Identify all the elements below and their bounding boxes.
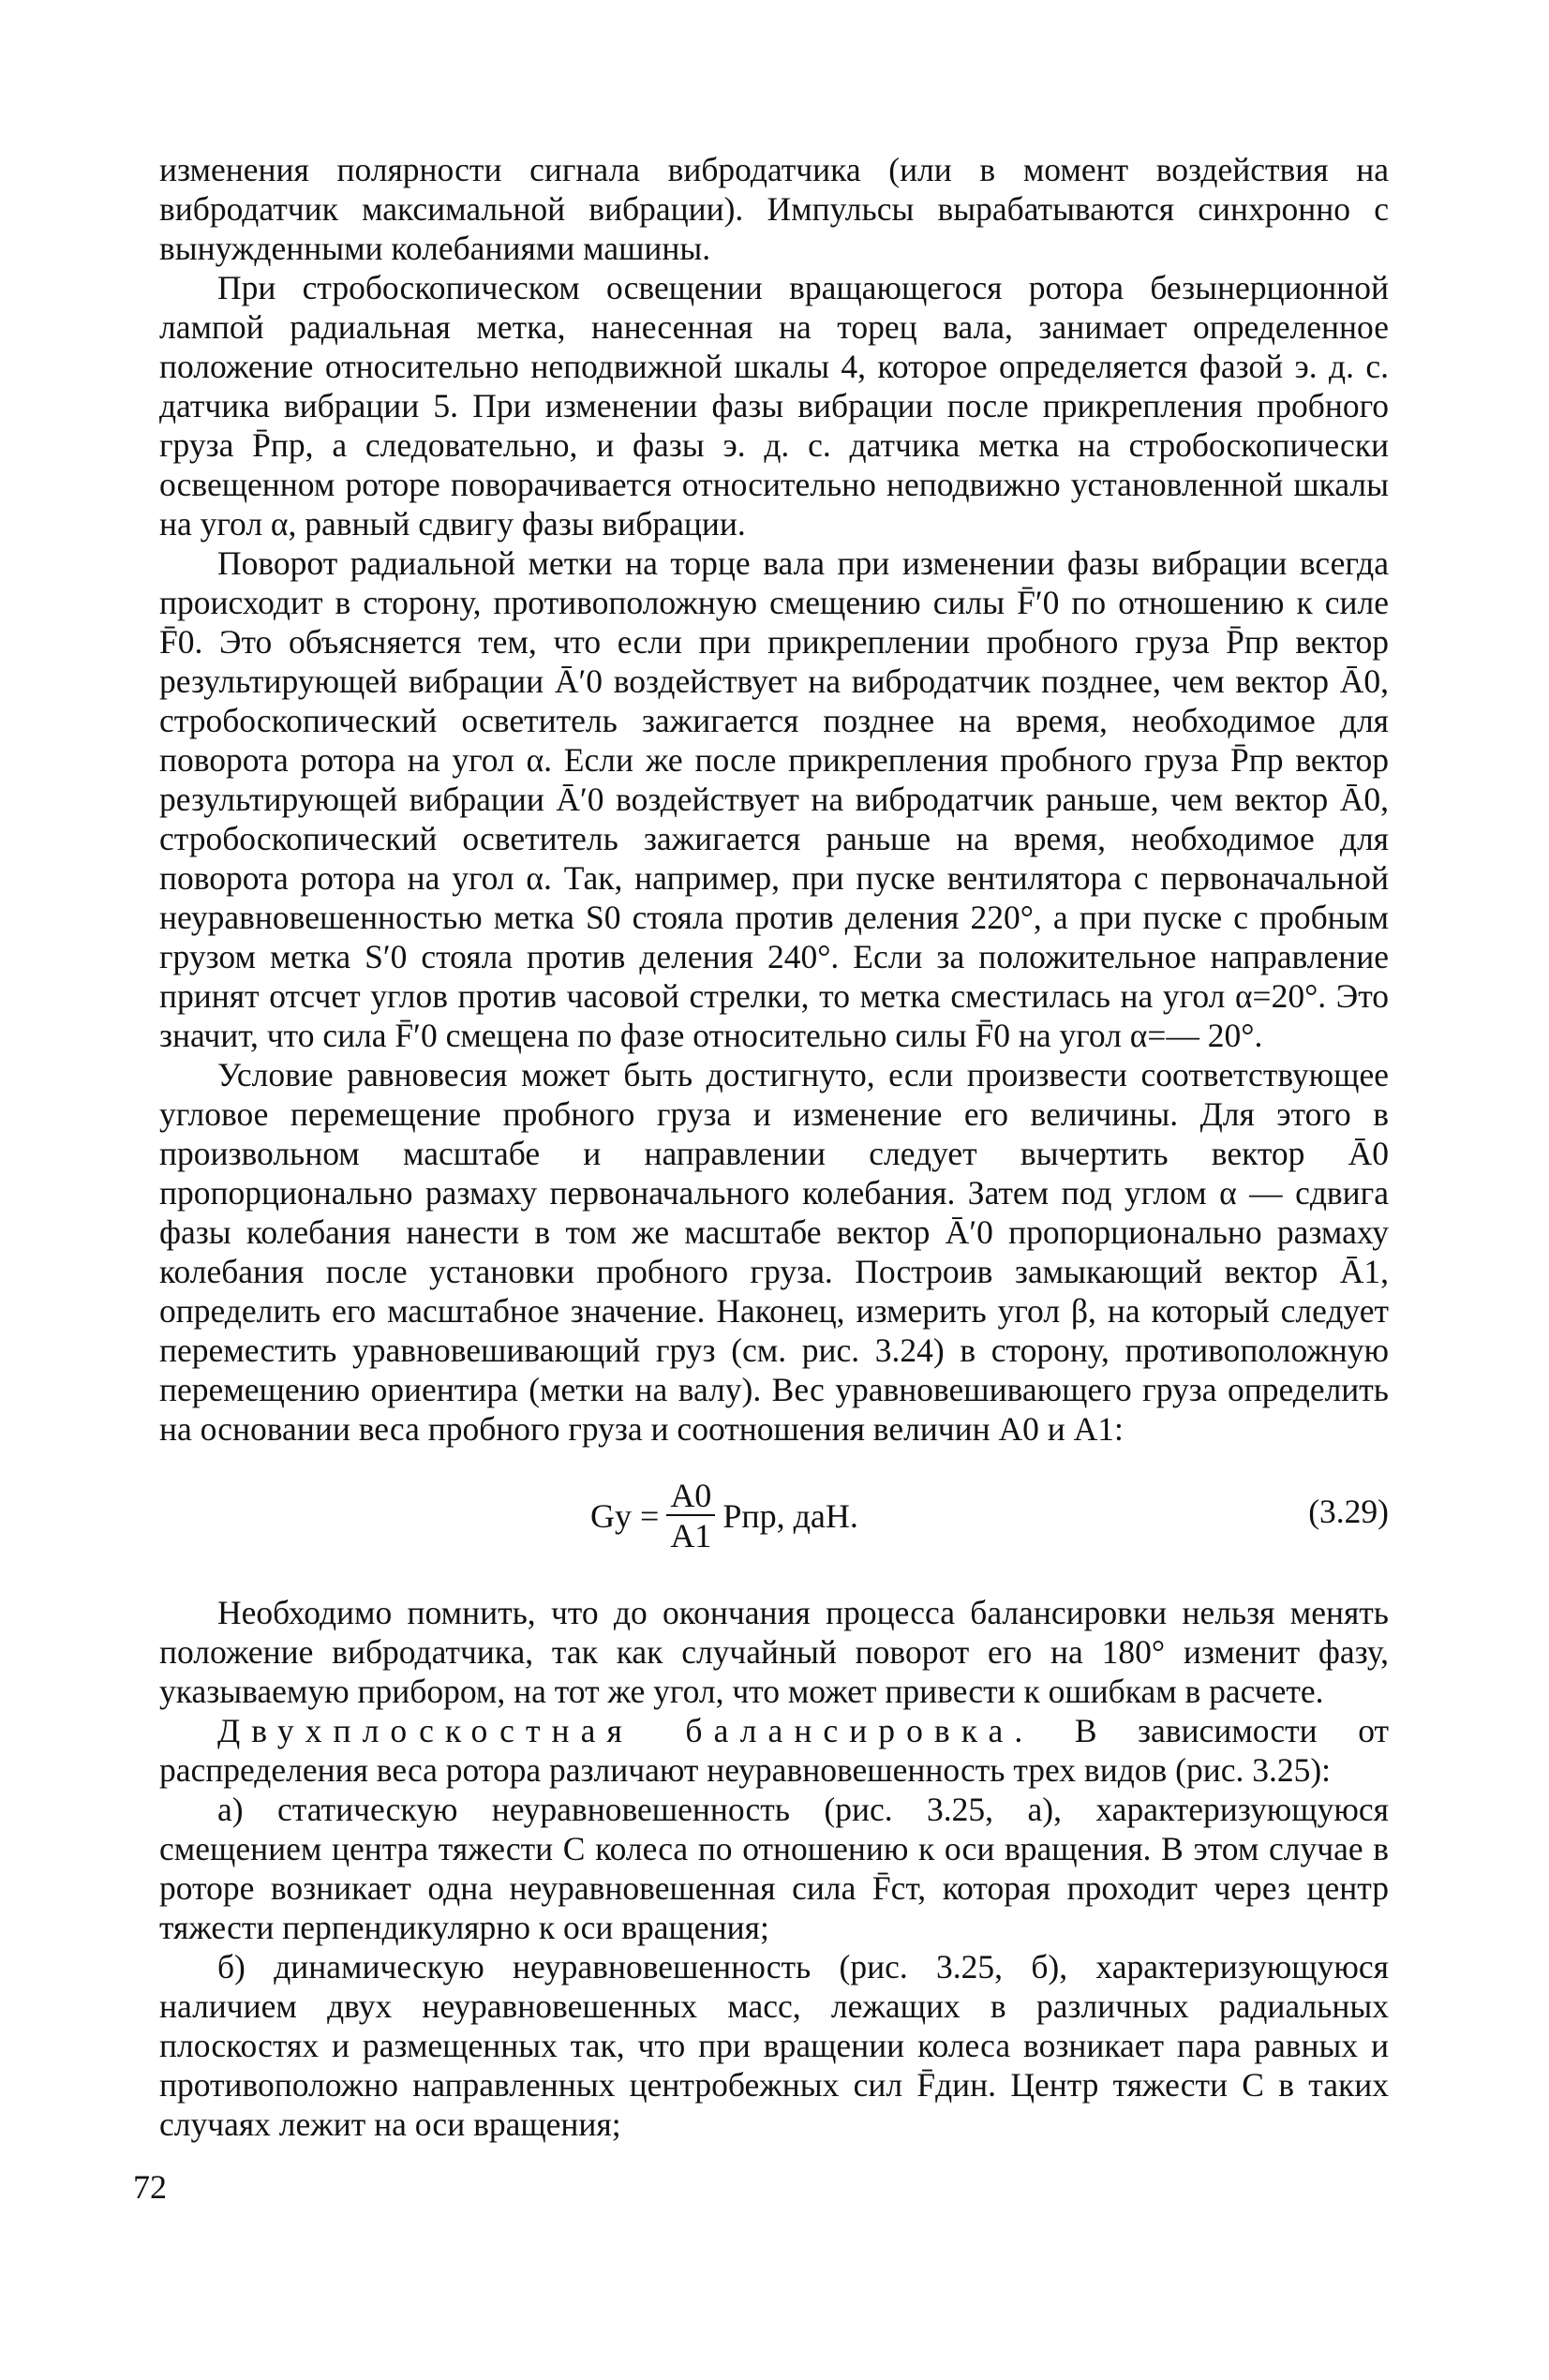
paragraph-6 (159, 1711, 1389, 1790)
page-body (159, 150, 1389, 2144)
formula-3-29 (159, 1458, 1389, 1570)
equation-number: (3.29) (1308, 1493, 1389, 1530)
section-heading: Двухплоскостная балансировка. (217, 1712, 1035, 1749)
formula-lhs: Gу = (590, 1497, 660, 1535)
page-number: 72 (133, 2168, 167, 2206)
paragraph-4: Условие равновесия может быть достигнуто, если произвести соответствующее угловое перемещение пробного груза и изменение его величины. Для этого в произвольном масштабе и направлении следует вычертить вектор Ā0 пропорционально размаху первоначального колебания. Затем под углом α — сдвига фазы колебания нанести в том же масштабе вектор Ā′0 пропорционально размаху колебания после установки пробного груза. Построив замыкающий вектор Ā1, определить его масштабное значение. Наконец, измерить угол β, на который следует переместить уравновешивающий груз (см. рис. 3.24) в сторону, противоположную перемещению ориентира (метки на валу). Вес уравновешивающего груза определить на основании веса пробного груза и соотношения величин A0 и A1: (159, 1056, 1389, 1448)
paragraph-2: При стробоскопическом освещении вращающегося ротора безынерционной лампой радиальная метка, нанесенная на торец вала, занимает определенное положение относительно неподвижной шкалы 4, которое определяется фазой э. д. с. датчика вибрации 5. При изменении фазы вибрации после прикрепления пробного груза P̄пр, а следовательно, и фазы э. д. с. датчика метка на стробоскопически освещенном роторе поворачивается относительно неподвижно установленной шкалы на угол α, равный сдвигу фазы вибрации. (159, 269, 1389, 543)
formula-expression (590, 1477, 858, 1555)
formula-denominator: A1 (670, 1517, 712, 1554)
paragraph-6-text: В зависимости от распределения веса ротора различают неуравновешенность трех видов (рис. 3.25): (159, 1712, 1389, 1789)
formula-numerator: A0 (666, 1477, 715, 1516)
paragraph-3: Поворот радиальной метки на торце вала при изменении фазы вибрации всегда происходит в сторону, противоположную смещению силы F̄′0 по отношению к силе F̄0. Это объясняется тем, что если при прикреплении пробного груза P̄пр вектор результирующей вибрации Ā′0 воздействует на вибродатчик позднее, чем вектор Ā0, стробоскопический осветитель зажигается позднее на время, необходимое для поворота ротора на угол α. Если же после прикрепления пробного груза P̄пр вектор результирующей вибрации Ā′0 воздействует на вибродатчик раньше, чем вектор Ā0, стробоскопический осветитель зажигается раньше на время, необходимое для поворота ротора на угол α. Так, например, при пуске вентилятора с первоначальной неуравновешенностью метка S0 стояла против деления 220°, а при пуске с пробным грузом метка S′0 стояла против деления 240°. Если за положительное направление принят отсчет углов против часовой стрелки, то метка сместилась на угол α=20°. Это значит, что сила F̄′0 смещена по фазе относительно силы F̄0 на угол α=— 20°. (159, 544, 1389, 1054)
formula-rhs: Pпр, даН. (722, 1497, 858, 1535)
paragraph-8: б) динамическую неуравновешенность (рис. 3.25, б), характеризующуюся наличием двух неуравновешенных масс, лежащих в различных радиальных плоскостях и размещенных так, что при вращении колеса возникает пара равных и противоположно направленных центробежных сил F̄дин. Центр тяжести C в таких случаях лежит на оси вращения; (159, 1948, 1389, 2143)
paragraph-7: а) статическую неуравновешенность (рис. 3.25, а), характеризующуюся смещением центра тяжести C колеса по отношению к оси вращения. В этом случае в роторе возникает одна неуравновешенная сила F̄ст, которая проходит через центр тяжести перпендикулярно к оси вращения; (159, 1791, 1389, 1946)
formula-fraction (666, 1477, 715, 1555)
paragraph-1: изменения полярности сигнала вибродатчика (или в момент воздействия на вибродатчик максимальной вибрации). Импульсы вырабатываются синхронно с вынужденными колебаниями машины. (159, 151, 1389, 267)
paragraph-5: Необходимо помнить, что до окончания процесса балансировки нельзя менять положение вибродатчика, так как случайный поворот его на 180° изменит фазу, указываемую прибором, на тот же угол, что может привести к ошибкам в расчете. (159, 1594, 1389, 1710)
